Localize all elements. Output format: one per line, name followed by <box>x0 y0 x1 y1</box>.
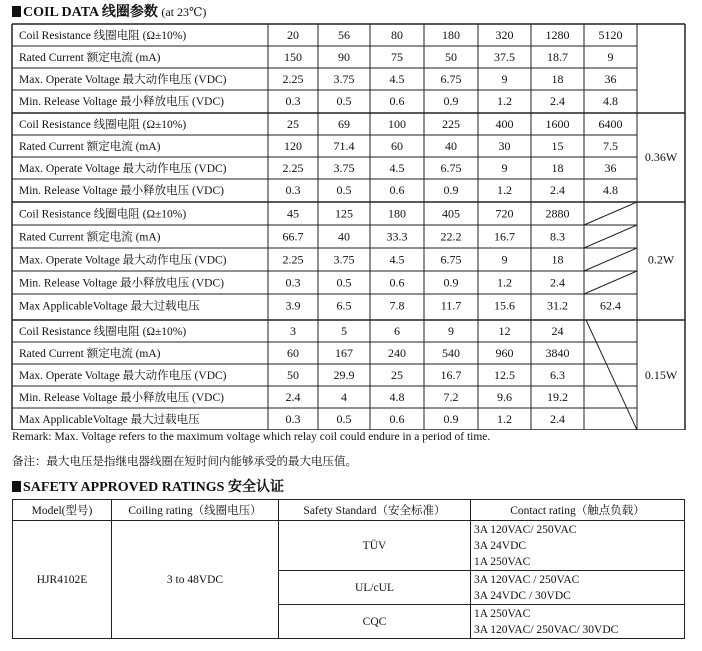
rating-line: 3A 120VAC / 250VAC <box>474 573 580 586</box>
row-label-cur: Rated Current 额定电流 (mA) <box>19 52 161 64</box>
value-cell: 7.2 <box>443 390 459 404</box>
value-cell: 1.2 <box>497 275 512 290</box>
row-label-res: Coil Resistance 线圈电阻 (Ω±10%) <box>19 326 187 338</box>
safety-header-row <box>13 500 685 521</box>
value-cell: 180 <box>388 206 406 221</box>
value-cell: 37.5 <box>494 50 515 64</box>
value-cell: 29.9 <box>333 368 355 382</box>
contact-rating-tuv <box>471 521 685 571</box>
value-cell: 4.8 <box>603 183 618 197</box>
value-cell: 4.5 <box>389 72 405 86</box>
value-cell: 3.75 <box>333 72 355 86</box>
value-cell: 18.7 <box>547 50 568 64</box>
value-cell: 100 <box>388 117 406 131</box>
value-cell: 36 <box>604 161 617 175</box>
row-label-app: Max ApplicableVoltage 最大过载电压 <box>19 300 200 313</box>
value-cell: 0.3 <box>285 275 301 290</box>
value-cell: 33.3 <box>386 229 408 244</box>
value-cell: 320 <box>495 28 514 42</box>
value-cell: 1.2 <box>497 183 512 197</box>
value-cell: 11.7 <box>440 298 462 313</box>
value-cell: 15 <box>551 139 564 153</box>
value-cell: 120 <box>284 139 302 153</box>
value-cell: 2.25 <box>282 252 304 267</box>
value-cell: 2.25 <box>282 161 304 175</box>
header-coil-rating: Coiling rating（线圈电压） <box>112 500 279 521</box>
value-cell: 90 <box>338 50 350 64</box>
header-contact-rating: Contact rating（触点负载） <box>471 500 685 521</box>
value-cell: 0.3 <box>285 412 301 426</box>
coil-data-title: COIL DATA 线圈参数 <box>23 5 158 20</box>
value-cell: 40 <box>338 229 350 244</box>
value-cell: 50 <box>287 368 299 382</box>
coil-rating-cell: 3 to 48VDC <box>112 521 279 639</box>
value-cell: 2880 <box>545 206 570 221</box>
value-cell: 0.6 <box>389 412 405 426</box>
rating-line: 3A 24VDC / 30VDC <box>474 589 571 602</box>
value-cell: 3.9 <box>285 298 301 313</box>
value-cell: 4.8 <box>603 94 618 108</box>
value-cell: 3.75 <box>333 161 355 175</box>
value-cell: 7.5 <box>603 139 618 153</box>
value-cell: 25 <box>391 368 403 382</box>
value-cell: 400 <box>495 117 514 131</box>
standard-ul: UL/cUL <box>279 571 471 605</box>
rating-line: 3A 120VAC/ 250VAC/ 30VDC <box>474 623 619 636</box>
empty-cell-slash <box>584 202 637 225</box>
remark-english: Remark: Max. Voltage refers to the maximum voltage which relay coil could endure in a period of time. <box>12 431 491 443</box>
row-label-op: Max. Operate Voltage 最大动作电压 (VDC) <box>19 254 227 267</box>
value-cell: 0.9 <box>443 94 459 108</box>
value-cell: 720 <box>495 206 514 221</box>
value-cell: 9 <box>501 72 508 86</box>
value-cell: 9 <box>448 324 454 338</box>
value-cell: 40 <box>445 139 457 153</box>
value-cell: 60 <box>391 139 403 153</box>
value-cell: 50 <box>445 50 457 64</box>
value-cell: 60 <box>287 346 299 360</box>
value-cell: 9.6 <box>497 390 512 404</box>
model-cell: HJR4102E <box>13 521 112 639</box>
value-cell: 2.4 <box>550 412 565 426</box>
value-cell: 0.5 <box>336 275 352 290</box>
value-cell: 6.75 <box>440 161 462 175</box>
value-cell: 180 <box>442 28 460 42</box>
remark-chinese: 备注：最大电压是指继电器线圈在短时间内能够承受的最大电压值。 <box>12 456 357 468</box>
header-safety-standard: Safety Standard（安全标准） <box>279 500 471 521</box>
rating-line: 3A 24VDC <box>474 539 527 552</box>
power-rating: 0.15W <box>644 368 678 382</box>
safety-title: SAFETY APPROVED RATINGS 安全认证 <box>23 480 284 495</box>
value-cell: 12 <box>498 324 511 338</box>
coil-data-temperature-note: (at 23℃) <box>161 5 207 19</box>
value-cell: 6400 <box>598 117 623 131</box>
heading-square-icon <box>12 481 21 492</box>
power-rating: 0.2W <box>647 252 675 267</box>
rating-line: 1A 250VAC <box>474 607 531 620</box>
value-cell: 240 <box>388 346 406 360</box>
value-cell: 225 <box>442 117 460 131</box>
value-cell: 2.4 <box>285 390 301 404</box>
value-cell: 69 <box>338 117 350 131</box>
empty-cell-slash <box>586 320 637 430</box>
value-cell: 540 <box>442 346 460 360</box>
rating-line: 1A 250VAC <box>474 555 531 568</box>
value-cell: 9 <box>501 252 508 267</box>
value-cell: 0.6 <box>389 94 405 108</box>
value-cell: 2.4 <box>550 94 565 108</box>
value-cell: 56 <box>338 28 350 42</box>
rating-line: 3A 120VAC/ 250VAC <box>474 523 577 536</box>
value-cell: 0.5 <box>336 412 352 426</box>
row-label-app: Max ApplicableVoltage 最大过载电压 <box>19 414 200 426</box>
value-cell: 6.75 <box>440 72 462 86</box>
row-label-cur: Rated Current 额定电流 (mA) <box>19 348 161 360</box>
value-cell: 8.3 <box>550 229 565 244</box>
value-cell: 75 <box>391 50 403 64</box>
value-cell: 4.8 <box>389 390 405 404</box>
row-label-rel: Min. Release Voltage 最小释放电压 (VDC) <box>19 392 224 404</box>
standard-cqc: CQC <box>279 605 471 639</box>
row-label-rel: Min. Release Voltage 最小释放电压 (VDC) <box>19 277 224 290</box>
row-label-res: Coil Resistance 线圈电阻 (Ω±10%) <box>19 30 187 42</box>
row-label-op: Max. Operate Voltage 最大动作电压 (VDC) <box>19 163 227 175</box>
safety-heading <box>12 476 284 496</box>
value-cell: 36 <box>604 72 617 86</box>
value-cell: 0.5 <box>336 94 352 108</box>
value-cell: 0.6 <box>389 275 405 290</box>
contact-rating-ul <box>471 571 685 605</box>
value-cell: 2.25 <box>282 72 304 86</box>
value-cell: 16.7 <box>494 229 515 244</box>
value-cell: 6.3 <box>550 368 565 382</box>
safety-ratings-table <box>12 499 685 639</box>
value-cell: 16.7 <box>440 368 462 382</box>
value-cell: 19.2 <box>547 390 568 404</box>
standard-tuv: TÜV <box>279 521 471 571</box>
value-cell: 405 <box>442 206 460 221</box>
value-cell: 7.8 <box>389 298 405 313</box>
safety-row-tuv <box>13 521 685 571</box>
value-cell: 5 <box>341 324 347 338</box>
row-label-res: Coil Resistance 线圈电阻 (Ω±10%) <box>19 208 187 221</box>
value-cell: 6.75 <box>440 252 462 267</box>
value-cell: 20 <box>287 28 299 42</box>
value-cell: 0.3 <box>285 94 301 108</box>
row-label-cur: Rated Current 额定电流 (mA) <box>19 141 161 153</box>
value-cell: 12.5 <box>494 368 515 382</box>
value-cell: 30 <box>498 139 511 153</box>
value-cell: 0.9 <box>443 412 459 426</box>
value-cell: 9 <box>501 161 508 175</box>
value-cell: 15.6 <box>494 298 515 313</box>
value-cell: 0.5 <box>336 183 352 197</box>
value-cell: 1600 <box>545 117 570 131</box>
value-cell: 2.4 <box>550 183 565 197</box>
value-cell: 22.2 <box>440 229 462 244</box>
row-label-rel: Min. Release Voltage 最小释放电压 (VDC) <box>19 185 224 197</box>
value-cell: 0.3 <box>285 183 301 197</box>
value-cell: 24 <box>551 324 564 338</box>
value-cell: 167 <box>335 346 353 360</box>
value-cell: 3.75 <box>333 252 355 267</box>
row-label-op: Max. Operate Voltage 最大动作电压 (VDC) <box>19 370 227 382</box>
value-cell: 4.5 <box>389 161 405 175</box>
value-cell: 0.6 <box>389 183 405 197</box>
value-cell: 125 <box>335 206 353 221</box>
empty-cell-slash <box>584 225 637 248</box>
contact-rating-cqc <box>471 605 685 639</box>
value-cell: 1.2 <box>497 412 512 426</box>
power-rating: 0.36W <box>644 150 678 164</box>
value-cell: 18 <box>551 72 564 86</box>
value-cell: 2.4 <box>550 275 565 290</box>
value-cell: 18 <box>551 252 564 267</box>
value-cell: 150 <box>284 50 302 64</box>
row-label-rel: Min. Release Voltage 最小释放电压 (VDC) <box>19 96 224 108</box>
value-cell: 0.9 <box>443 275 459 290</box>
value-cell: 3840 <box>545 346 570 360</box>
value-cell: 5120 <box>598 28 623 42</box>
value-cell: 4.5 <box>389 252 405 267</box>
row-label-cur: Rated Current 额定电流 (mA) <box>19 231 161 244</box>
value-cell: 71.4 <box>333 139 355 153</box>
empty-cell-slash <box>584 271 637 294</box>
value-cell: 6 <box>394 324 400 338</box>
value-cell: 3 <box>290 324 296 338</box>
value-cell: 1280 <box>545 28 570 42</box>
value-cell: 18 <box>551 161 564 175</box>
value-cell: 6.5 <box>336 298 352 313</box>
value-cell: 4 <box>341 390 347 404</box>
row-label-res: Coil Resistance 线圈电阻 (Ω±10%) <box>19 119 187 131</box>
value-cell: 80 <box>391 28 403 42</box>
value-cell: 45 <box>287 206 299 221</box>
value-cell: 25 <box>287 117 299 131</box>
row-label-op: Max. Operate Voltage 最大动作电压 (VDC) <box>19 74 227 86</box>
header-model: Model(型号) <box>13 500 112 521</box>
value-cell: 0.9 <box>443 183 459 197</box>
value-cell: 31.2 <box>547 298 568 313</box>
value-cell: 9 <box>607 50 614 64</box>
value-cell: 62.4 <box>600 298 621 313</box>
empty-cell-slash <box>584 248 637 271</box>
value-cell: 66.7 <box>282 229 304 244</box>
value-cell: 960 <box>495 346 514 360</box>
value-cell: 1.2 <box>497 94 512 108</box>
